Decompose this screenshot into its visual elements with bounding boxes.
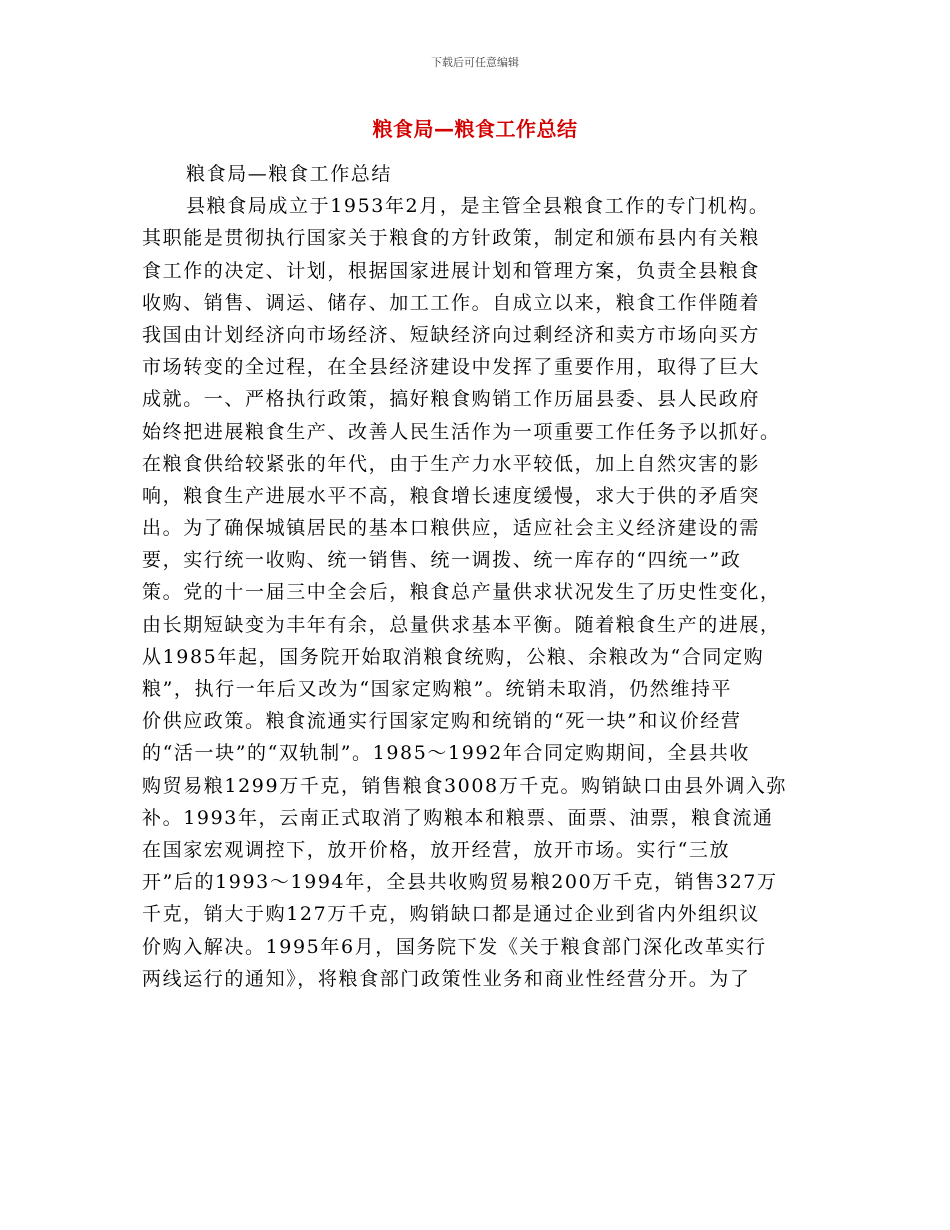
paragraph-line: 由长期短缺变为丰年有余，总量供求基本平衡。随着粮食生产的进展，: [142, 613, 781, 636]
paragraph-line: 始终把进展粮食生产、改善人民生活作为一项重要工作任务予以抓好。: [142, 420, 781, 443]
paragraph-line: 的“活一块”的“双轨制”。1985～1992年合同定购期间，全县共收: [142, 742, 750, 765]
paragraph-line: 要，实行统一收购、统一销售、统一调拨、统一库存的“四统一”政: [142, 549, 742, 572]
paragraph-line: 收购、销售、调运、储存、加工工作。自成立以来，粮食工作伴随着: [142, 291, 761, 314]
paragraph-line: 两线运行的通知》，将粮食部门政策性业务和商业性经营分开。为了: [142, 967, 751, 990]
paragraph-line: 我国由计划经济向市场经济、短缺经济向过剩经济和卖方市场向买方: [142, 323, 761, 346]
paragraph-line: 在国家宏观调控下，放开价格，放开经营，放开市场。实行“三放: [142, 838, 731, 861]
paragraph-line: 策。党的十一届三中全会后，粮食总产量供求状况发生了历史性变化，: [142, 581, 781, 604]
paragraph-line: 县粮食局成立于1953年2月，是主管全县粮食工作的专门机构。: [186, 195, 770, 218]
document-title: 粮食局—粮食工作总结: [372, 117, 578, 141]
paragraph-line: 开”后的1993～1994年，全县共收购贸易粮200万千克，销售327万: [142, 871, 778, 894]
paragraph-line: 价购入解决。1995年6月，国务院下发《关于粮食部门深化改革实行: [142, 935, 767, 958]
document-body: [142, 158, 802, 995]
paragraph-line: 其职能是贯彻执行国家关于粮食的方针政策，制定和颁布县内有关粮: [142, 227, 761, 250]
paragraph-line: 出。为了确保城镇居民的基本口粮供应，适应社会主义经济建设的需: [142, 517, 761, 540]
paragraph-line: 购贸易粮1299万千克，销售粮食3008万千克。购销缺口由县外调入弥: [142, 774, 788, 797]
paragraph-line: 从1985年起，国务院开始取消粮食统购，公粮、余粮改为“合同定购: [142, 645, 765, 668]
paragraph-line: 食工作的决定、计划，根据国家进展计划和管理方案，负责全县粮食: [142, 259, 761, 282]
header-note: 下载后可任意编辑: [431, 56, 519, 69]
paragraph-line: 粮”，执行一年后又改为“国家定购粮”。统销未取消，仍然维持平: [142, 678, 733, 700]
paragraph-line: 补。1993年，云南正式取消了购粮本和粮票、面票、油票，粮食流通: [142, 806, 774, 829]
paragraph-line: 市场转变的全过程，在全县经济建设中发挥了重要作用，取得了巨大: [142, 356, 761, 379]
paragraph-line: 在粮食供给较紧张的年代，由于生产力水平较低，加上自然灾害的影: [142, 452, 761, 475]
paragraph-line: 成就。一、严格执行政策，搞好粮食购销工作历届县委、县人民政府: [142, 388, 761, 411]
subtitle-line: 粮食局—粮食工作总结: [186, 163, 393, 185]
paragraph-line: 价供应政策。粮食流通实行国家定购和统销的“死一块”和议价经营: [142, 710, 742, 733]
paragraph-line: 千克，销大于购127万千克，购销缺口都是通过企业到省内外组织议: [142, 903, 760, 926]
paragraph-line: 响，粮食生产进展水平不高，粮食增长速度缓慢，求大于供的矛盾突: [142, 484, 761, 507]
